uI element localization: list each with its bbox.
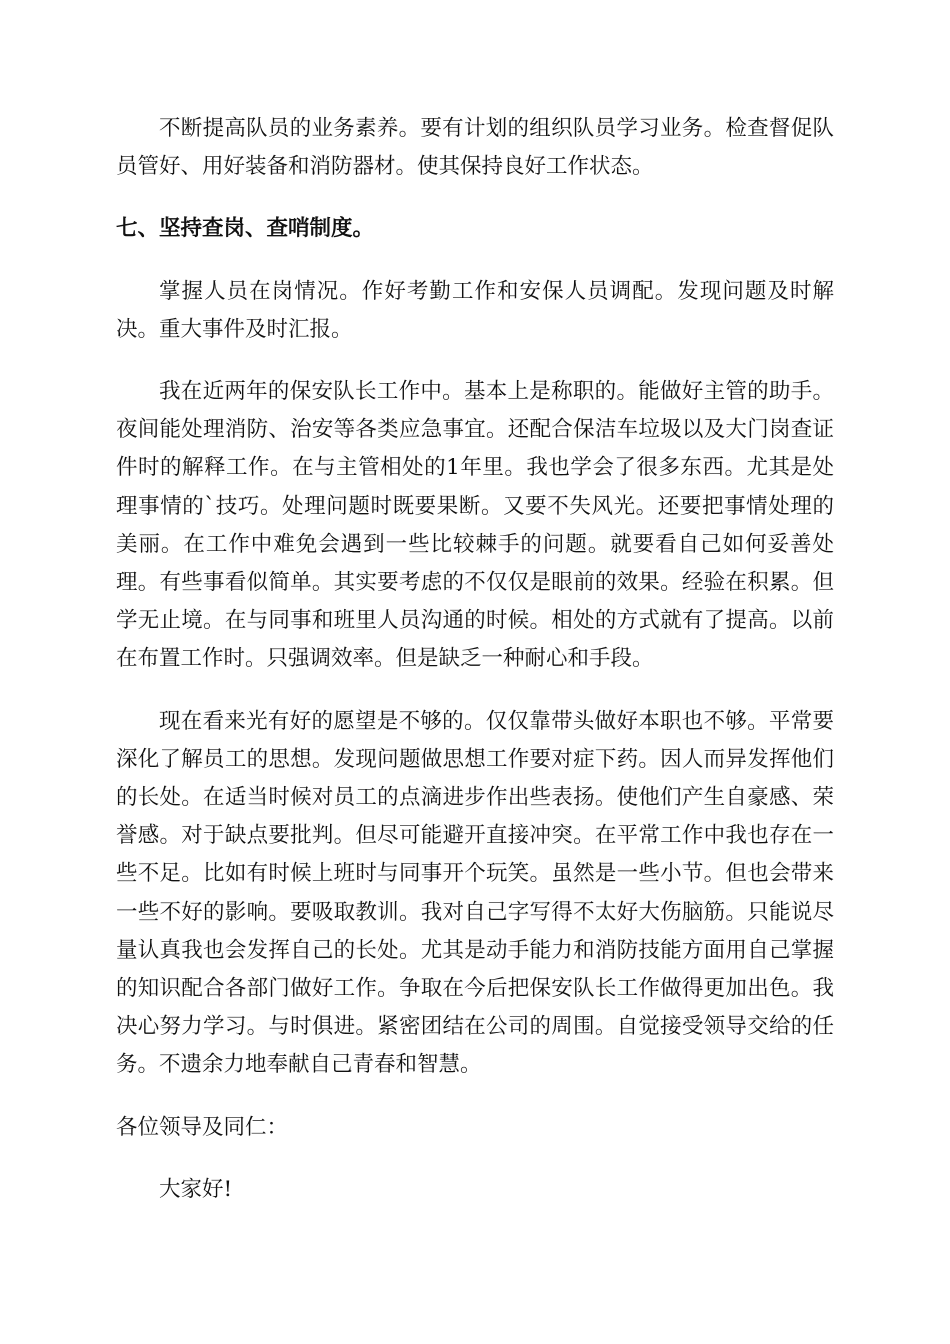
section-heading-seven: 七、坚持查岗、查哨制度。: [116, 216, 375, 242]
paragraph-training: 不断提高队员的业务素养。要有计划的组织队员学习业务。检查督促队员管好、用好装备和消防器材。使其保持良好工作状态。: [116, 116, 834, 180]
salutation: 各位领导及同仁：: [116, 1114, 289, 1140]
paragraph-post-check: 掌握人员在岗情况。作好考勤工作和安保人员调配。发现问题及时解决。重大事件及时汇报。: [116, 278, 834, 342]
paragraph-work-review: 我在近两年的保安队长工作中。基本上是称职的。能做好主管的助手。夜间能处理消防、治安等各类应急事宜。还配合保洁车垃圾以及大门岗查证件时的解释工作。在与主管相处的1年里。我也学会了很多东西。尤其是处理事情的`技巧。处理问题时既要果断。又要不失风光。还要把事情处理的美丽。在工作中难免会遇到一些比较棘手的问题。就要看自己如何妥善处理。有些事看似简单。其实要考虑的不仅仅是眼前的效果。经验在积累。但学无止境。在与同事和班里人员沟通的时候。相处的方式就有了提高。以前在布置工作时。只强调效率。但是缺乏一种耐心和手段。: [116, 379, 834, 672]
greeting: 大家好!: [159, 1176, 233, 1202]
paragraph-reflection: 现在看来光有好的愿望是不够的。仅仅靠带头做好本职也不够。平常要深化了解员工的思想。发现问题做思想工作要对症下药。因人而异发挥他们的长处。在适当时候对员工的点滴进步作出些表扬。使他们产生自豪感、荣誉感。对于缺点要批判。但尽可能避开直接冲突。在平常工作中我也存在一些不足。比如有时候上班时与同事开个玩笑。虽然是一些小节。但也会带来一些不好的影响。要吸取教训。我对自己字写得不太好大伤脑筋。只能说尽量认真我也会发挥自己的长处。尤其是动手能力和消防技能方面用自己掌握的知识配合各部门做好工作。争取在今后把保安队长工作做得更加出色。我决心努力学习。与时俱进。紧密团结在公司的周围。自觉接受领导交给的任务。不遗余力地奉献自己青春和智慧。: [116, 708, 834, 1078]
